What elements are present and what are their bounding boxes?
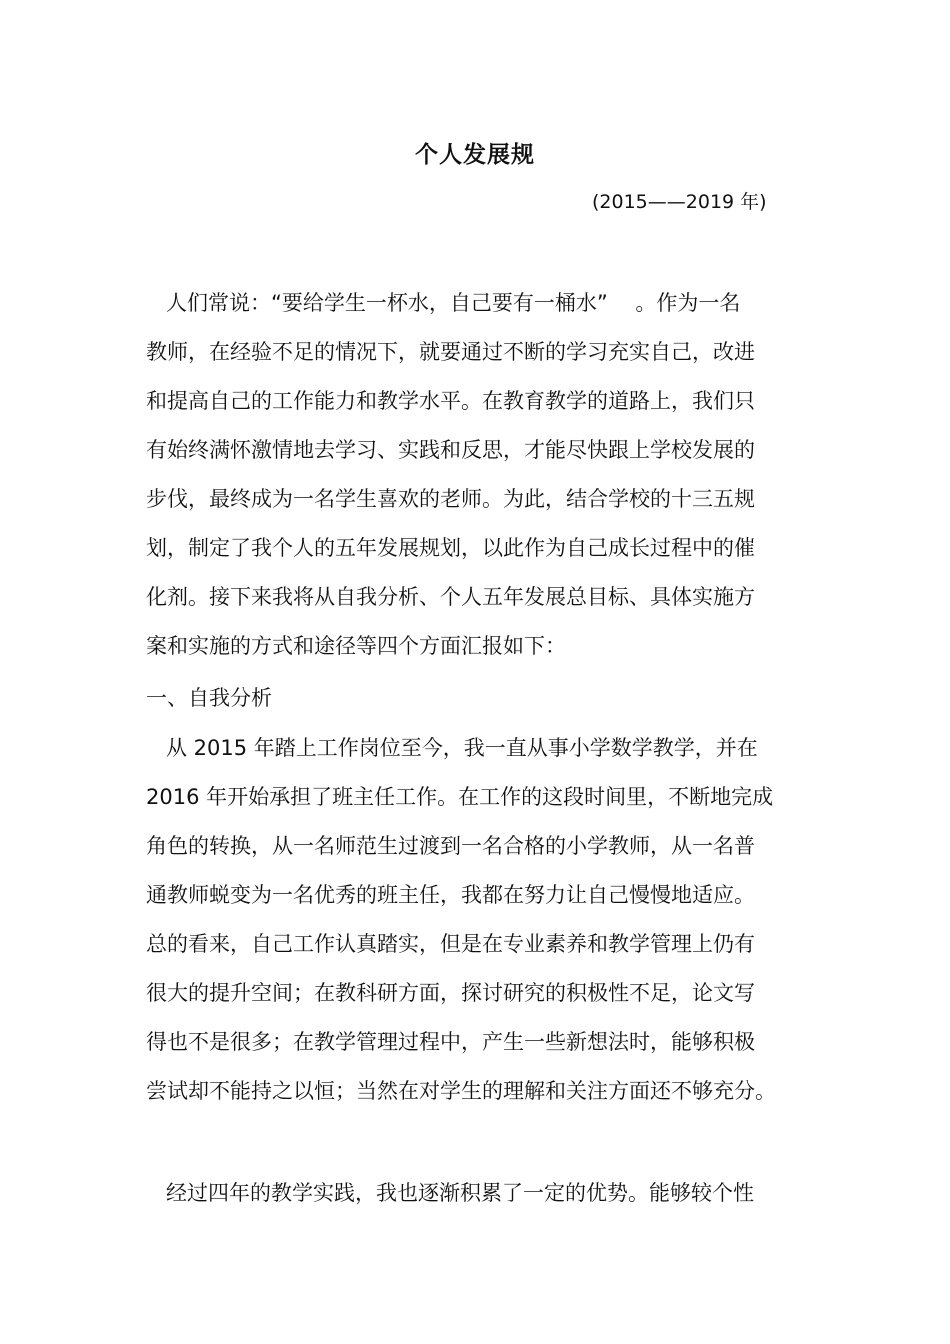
paragraph-line: 案和实施的方式和途径等四个方面汇报如下： bbox=[146, 634, 566, 658]
paragraph-line: 尝试却不能持之以恒；当然在对学生的理解和关注方面还不够充分。 bbox=[146, 1079, 776, 1103]
paragraph-line: 步伐，最终成为一名学生喜欢的老师。为此，结合学校的十三五规 bbox=[146, 487, 755, 511]
document-title: 个人发展规 bbox=[415, 142, 535, 168]
section-heading: 一、自我分析 bbox=[146, 686, 272, 710]
paragraph-line: 有始终满怀激情地去学习、实践和反思，才能尽快跟上学校发展的 bbox=[146, 438, 755, 462]
paragraph-line: 经过四年的教学实践，我也逐渐积累了一定的优势。能够较个性 bbox=[166, 1181, 754, 1205]
paragraph-line: 角色的转换，从一名师范生过渡到一名合格的小学教师，从一名普 bbox=[146, 834, 755, 858]
paragraph-line: 很大的提升空间；在教科研方面，探讨研究的积极性不足，论文写 bbox=[146, 981, 755, 1005]
paragraph-line: 人们常说：“要给学生一杯水，自己要有一桶水” 。作为一名 bbox=[166, 291, 741, 315]
paragraph-line: 划，制定了我个人的五年发展规划，以此作为自己成长过程中的催 bbox=[146, 536, 755, 560]
paragraph-line: 得也不是很多；在教学管理过程中，产生一些新想法时，能够积极 bbox=[146, 1030, 755, 1054]
paragraph-line: 2016 年开始承担了班主任工作。在工作的这段时间里，不断地完成 bbox=[146, 785, 774, 809]
paragraph-line: 和提高自己的工作能力和教学水平。在教育教学的道路上，我们只 bbox=[146, 389, 755, 413]
paragraph-line: 总的看来，自己工作认真踏实，但是在专业素养和教学管理上仍有 bbox=[146, 932, 755, 956]
paragraph-line: 从 2015 年踏上工作岗位至今，我一直从事小学数学教学，并在 bbox=[166, 736, 758, 760]
paragraph-line: 化剂。接下来我将从自我分析、个人五年发展总目标、具体实施方 bbox=[146, 585, 755, 609]
paragraph-line: 通教师蜕变为一名优秀的班主任，我都在努力让自己慢慢地适应。 bbox=[146, 883, 755, 907]
document-subtitle: (2015——2019 年) bbox=[592, 191, 767, 213]
paragraph-line: 教师，在经验不足的情况下，就要通过不断的学习充实自己，改进 bbox=[146, 340, 755, 364]
